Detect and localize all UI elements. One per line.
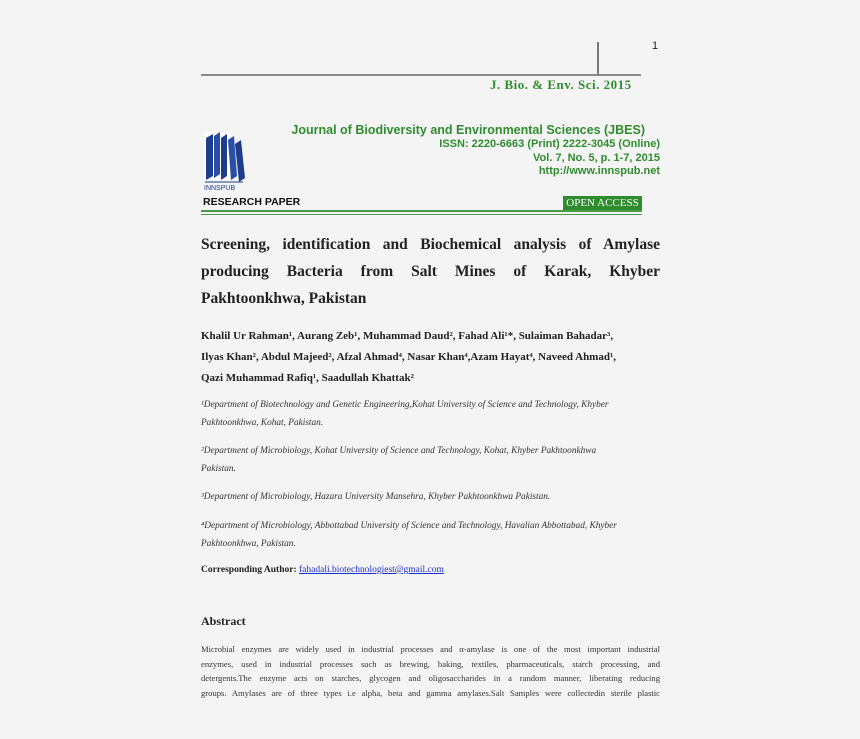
title-line: producing Bacteria from Salt Mines of Karak, Khyber — [201, 263, 660, 280]
author-line: Khalil Ur Rahman¹, Aurang Zeb¹, Muhammad Daud², Fahad Ali¹*, Sulaiman Bahadar³, — [201, 330, 614, 342]
journal-url[interactable]: http://www.innspub.net — [538, 165, 660, 177]
corresponding-author — [201, 565, 444, 575]
header-horizontal-rule — [201, 74, 641, 76]
affiliation-line: Pakhtoonkhwa, Pakistan. — [201, 539, 296, 549]
affiliation-4 — [201, 517, 661, 553]
corresponding-email-link[interactable]: fahadali.biotechnologiest@gmail.com — [299, 565, 444, 575]
author-line: Qazi Muhammad Rafiq¹, Saadullah Khattak² — [201, 372, 414, 384]
title-line: Screening, identification and Biochemical analysis of Amylase — [201, 236, 660, 253]
affiliation-line: ¹Department of Biotechnology and Genetic Engineering,Kohat University of Science and Technology, Khyber — [201, 400, 609, 410]
affiliation-line: ²Department of Microbiology, Kohat University of Science and Technology, Kohat, Khyber Pakhtoonkhwa — [201, 446, 597, 456]
title-line: Pakhtoonkhwa, Pakistan — [201, 290, 367, 307]
journal-title: Journal of Biodiversity and Environmental Sciences (JBES) — [291, 123, 645, 137]
header-vertical-rule — [597, 42, 599, 76]
corresponding-label: Corresponding Author: — [201, 565, 297, 575]
paper-type-label: RESEARCH PAPER — [203, 196, 301, 208]
abstract-line: Microbial enzymes are widely used in industrial processes and α-amylase is one of the most important industrial — [201, 644, 660, 654]
journal-volume: Vol. 7, No. 5, p. 1-7, 2015 — [533, 151, 660, 164]
journal-info — [291, 123, 660, 179]
article-title — [201, 231, 660, 312]
innspub-book-logo-icon — [203, 130, 247, 192]
open-access-badge: OPEN ACCESS — [563, 196, 642, 210]
abstract-line: enzymes, used in industrial processes such as brewing, baking, textiles, pharmaceuticals, starch processing, and — [201, 658, 660, 669]
running-header: J. Bio. & Env. Sci. 2015 — [490, 77, 632, 92]
abstract-line: groups. Amylases are of three types i.e alpha, beta and gamma amylases.Salt Samples were collectedin sterile plastic — [201, 688, 660, 699]
green-rule-bottom — [201, 214, 642, 215]
abstract-line: detergents.The enzyme acts on starches, glycogen and oligosaccharides in a random manner, liberating reducing — [201, 673, 660, 684]
page-number: 1 — [652, 40, 659, 52]
author-list — [201, 326, 661, 389]
affiliation-2 — [201, 442, 661, 478]
affiliation-line: Pakistan. — [201, 464, 236, 474]
author-line: Ilyas Khan², Abdul Majeed², Afzal Ahmad⁴, Nasar Khan⁴,Azam Hayat⁴, Naveed Ahmad¹, — [201, 351, 617, 363]
affiliation-line: Pakhtoonkhwa, Kohat, Pakistan. — [201, 418, 324, 428]
affiliation-1 — [201, 396, 661, 432]
journal-issn: ISSN: 2220-6663 (Print) 2222-3045 (Online) — [439, 138, 660, 150]
affiliation-line: ⁴Department of Microbiology, Abbottabad University of Science and Technology, Havalian Abbottabad, Khyber — [201, 521, 617, 531]
affiliation-line: ³Department of Microbiology, Hazara University Mansehra, Khyber Pakhtoonkhwa Pakistan. — [201, 492, 551, 502]
abstract-heading: Abstract — [201, 614, 246, 628]
logo-text: INNSPUB — [204, 185, 236, 192]
abstract-body — [201, 642, 660, 701]
affiliation-3 — [201, 488, 661, 506]
green-rule-top — [201, 210, 642, 212]
